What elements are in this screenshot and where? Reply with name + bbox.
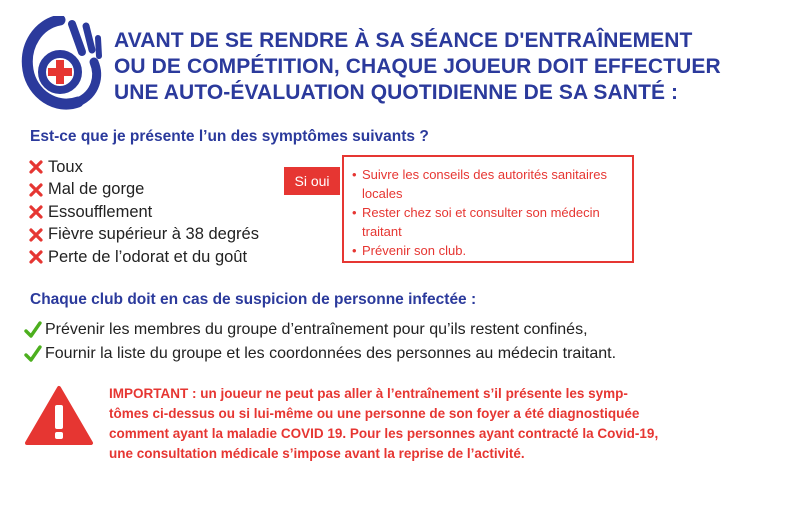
advice-item — [352, 165, 624, 203]
list-item — [28, 224, 259, 247]
club-action-label: Prévenir les membres du groupe d’entraînement pour qu’ils restent confinés, — [45, 321, 588, 338]
list-item — [28, 246, 259, 269]
ok-hand-medical-cross-icon — [20, 16, 104, 112]
green-check-icon — [24, 345, 42, 363]
warning-triangle-icon — [24, 385, 94, 447]
important-line: tômes ci-dessus ou si lui-même ou une personne de son foyer a été diagnostiquée — [109, 406, 640, 421]
if-yes-advice-box — [342, 155, 634, 263]
advice-item — [352, 241, 624, 260]
advice-text: Suivre les conseils des autorités sanitaires locales — [362, 167, 607, 201]
headline-line: OU DE COMPÉTITION, CHAQUE JOUEUR DOIT EFFECTUER — [114, 55, 721, 78]
bullet: • — [352, 167, 357, 182]
red-x-icon — [28, 249, 44, 265]
red-x-icon — [28, 204, 44, 220]
symptoms-question: Est-ce que je présente l’un des symptômes suivants ? — [30, 128, 429, 145]
headline — [114, 28, 774, 106]
symptom-label: Mal de gorge — [48, 180, 145, 199]
headline-line: AVANT DE SE RENDRE À SA SÉANCE D'ENTRAÎNEMENT — [114, 29, 693, 52]
advice-text: Rester chez soi et consulter son médecin traitant — [362, 205, 600, 239]
symptom-label: Fièvre supérieur à 38 degrés — [48, 225, 259, 244]
list-item — [24, 342, 616, 366]
important-notice — [109, 384, 769, 464]
red-x-icon — [28, 227, 44, 243]
club-action-label: Fournir la liste du groupe et les coordonnées des personnes au médecin traitant. — [45, 345, 617, 362]
red-x-icon — [28, 159, 44, 175]
advice-item — [352, 203, 624, 241]
club-actions-list — [24, 318, 616, 366]
club-section-title: Chaque club doit en cas de suspicion de personne infectée : — [30, 291, 477, 308]
list-item — [28, 201, 259, 224]
list-item — [28, 179, 259, 202]
headline-line: UNE AUTO-ÉVALUATION QUOTIDIENNE DE SA SANTÉ : — [114, 81, 679, 104]
if-yes-badge: Si oui — [284, 167, 340, 195]
important-line: comment ayant la maladie COVID 19. Pour les personnes ayant contracté la Covid-19, — [109, 426, 659, 441]
bullet: • — [352, 243, 357, 258]
bullet: • — [352, 205, 357, 220]
list-item — [24, 318, 616, 342]
symptoms-list — [28, 156, 259, 269]
important-line: IMPORTANT : un joueur ne peut pas aller à l’entraînement s’il présente les symp- — [109, 386, 628, 401]
green-check-icon — [24, 321, 42, 339]
symptom-label: Toux — [48, 157, 83, 176]
list-item — [28, 156, 259, 179]
advice-text: Prévenir son club. — [362, 243, 467, 258]
important-line: une consultation médicale s’impose avant la reprise de l’activité. — [109, 446, 525, 461]
red-x-icon — [28, 182, 44, 198]
symptom-label: Perte de l’odorat et du goût — [48, 247, 248, 266]
symptom-label: Essoufflement — [48, 202, 153, 221]
